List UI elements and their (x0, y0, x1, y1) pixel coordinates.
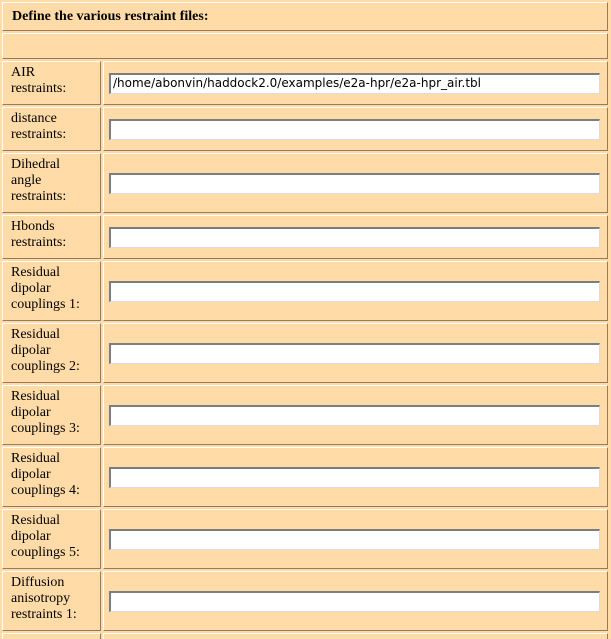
spacer-row (2, 33, 608, 59)
label-line: Residual (11, 513, 60, 528)
residual-dipolar-couplings-4-label (2, 447, 101, 507)
next-restraint-row-cell (103, 633, 608, 639)
dihedral-angle-restraints-label (2, 153, 101, 213)
label-line: Hbonds (11, 219, 55, 234)
label-line: angle (11, 173, 42, 188)
residual-dipolar-couplings-1-input[interactable] (109, 281, 600, 302)
residual-dipolar-couplings-2-input[interactable] (109, 343, 600, 364)
label-line: Residual (11, 327, 60, 342)
label-line: couplings 5: (11, 545, 80, 560)
label-line: dipolar (11, 343, 51, 358)
label-line: dipolar (11, 405, 51, 420)
diffusion-anisotropy-restraints-1-input[interactable] (109, 591, 600, 612)
label-line: Residual (11, 265, 60, 280)
label-line: dipolar (11, 467, 51, 482)
air-restraints-label (2, 61, 101, 105)
next-restraint-row-label (2, 633, 101, 639)
residual-dipolar-couplings-3-input[interactable] (109, 405, 600, 426)
label-line: Dihedral (11, 157, 60, 172)
label-line: couplings 2: (11, 359, 80, 374)
label-line: restraints: (11, 189, 67, 204)
diffusion-anisotropy-restraints-1-cell (103, 571, 608, 631)
residual-dipolar-couplings-4-input[interactable] (109, 467, 600, 488)
air-restraints-cell (103, 61, 608, 105)
air-restraints-input[interactable]: /home/abonvin/haddock2.0/examples/e2a-hpr/e2a-hpr_air.tbl (109, 73, 600, 94)
label-line: AIR (11, 65, 36, 80)
label-line: Residual (11, 389, 60, 404)
label-line: restraints: (11, 127, 67, 142)
dihedral-angle-restraints-cell (103, 153, 608, 213)
label-line: restraints: (11, 81, 67, 96)
section-title: Define the various restraint files: (12, 9, 209, 24)
residual-dipolar-couplings-5-input[interactable] (109, 529, 600, 550)
hbonds-restraints-label (2, 215, 101, 259)
residual-dipolar-couplings-1-cell (103, 261, 608, 321)
residual-dipolar-couplings-2-label (2, 323, 101, 383)
label-line: couplings 1: (11, 297, 80, 312)
label-line: dipolar (11, 281, 51, 296)
residual-dipolar-couplings-5-cell (103, 509, 608, 569)
label-line: dipolar (11, 529, 51, 544)
label-line: distance (11, 111, 57, 126)
label-line: anisotropy (11, 591, 71, 606)
label-line: Diffusion (11, 575, 65, 590)
residual-dipolar-couplings-4-cell (103, 447, 608, 507)
distance-restraints-input[interactable] (109, 119, 600, 140)
label-line: restraints 1: (11, 607, 77, 622)
label-line: restraints: (11, 235, 67, 250)
label-line: couplings 4: (11, 483, 80, 498)
residual-dipolar-couplings-2-cell (103, 323, 608, 383)
hbonds-restraints-input[interactable] (109, 227, 600, 248)
residual-dipolar-couplings-1-label (2, 261, 101, 321)
residual-dipolar-couplings-3-cell (103, 385, 608, 445)
hbonds-restraints-cell (103, 215, 608, 259)
residual-dipolar-couplings-5-label (2, 509, 101, 569)
distance-restraints-label (2, 107, 101, 151)
label-line: Residual (11, 451, 60, 466)
label-line: couplings 3: (11, 421, 80, 436)
section-header (2, 2, 608, 31)
dihedral-angle-restraints-input[interactable] (109, 173, 600, 194)
diffusion-anisotropy-restraints-1-label (2, 571, 101, 631)
distance-restraints-cell (103, 107, 608, 151)
residual-dipolar-couplings-3-label (2, 385, 101, 445)
